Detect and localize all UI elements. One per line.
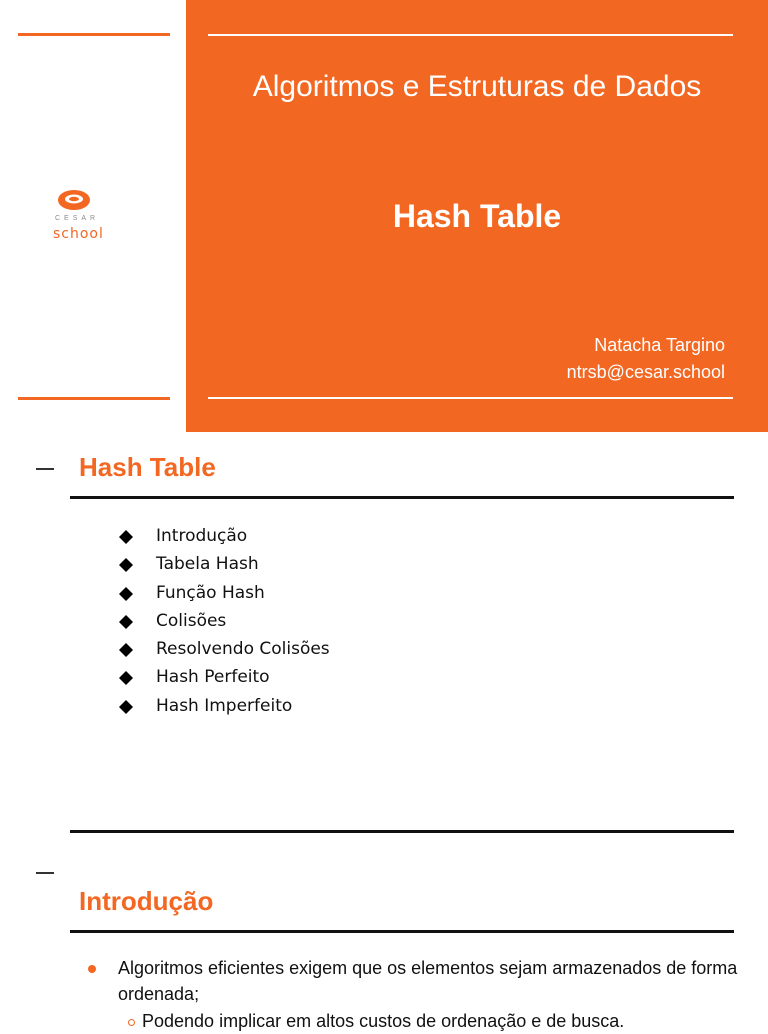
list-item — [118, 579, 330, 607]
intro-slide — [0, 860, 768, 1031]
logo-brand-text: CESAR — [55, 215, 100, 222]
list-item-label: Função Hash — [156, 582, 265, 603]
author-name: Natacha Targino — [594, 335, 725, 355]
topic-list — [118, 522, 330, 720]
slide-bottom-rule — [70, 830, 734, 833]
list-item-label: Resolvendo Colisões — [156, 639, 330, 660]
panel-bottom-divider — [208, 397, 733, 399]
diamond-bullet-icon — [118, 614, 134, 630]
author-block — [567, 332, 725, 386]
sub-item-label: Podendo implicar em altos custos de ordenação e de busca. — [142, 1011, 625, 1031]
panel-top-divider — [208, 34, 733, 36]
list-item-label: Introdução — [156, 526, 248, 546]
summary-title: Hash Table — [79, 452, 216, 482]
diamond-bullet-icon — [118, 642, 134, 658]
title-underline — [70, 496, 734, 499]
list-item-label: Colisões — [156, 610, 227, 631]
intro-bullet-list — [88, 955, 738, 1007]
diamond-bullet-icon — [118, 670, 134, 686]
left-bottom-divider — [18, 397, 170, 400]
summary-slide — [0, 432, 768, 852]
list-item — [118, 692, 330, 720]
intro-title: Introdução — [79, 886, 214, 916]
list-item-label: Hash Imperfeito — [156, 695, 293, 716]
sub-list-item — [88, 1008, 768, 1034]
diamond-bullet-icon — [118, 557, 134, 573]
list-item-label: Algoritmos eficientes exigem que os elementos sejam armazenados de forma ordenada; — [118, 958, 738, 1004]
left-top-divider — [18, 33, 170, 36]
logo-ring-icon — [57, 188, 91, 212]
hollow-bullet-icon — [128, 1019, 135, 1026]
list-item — [118, 635, 330, 663]
title-underline — [70, 930, 734, 933]
diamond-bullet-icon — [118, 699, 134, 715]
list-item — [118, 550, 330, 578]
list-item — [118, 522, 330, 550]
diamond-bullet-icon — [118, 586, 134, 602]
list-item — [88, 955, 738, 1007]
bullet-dot-icon — [88, 965, 96, 973]
title-dash — [36, 872, 54, 874]
list-item-label: Tabela Hash — [156, 554, 259, 575]
diamond-bullet-icon — [118, 529, 134, 545]
title-dash — [36, 468, 54, 470]
logo-school-text: school — [53, 226, 104, 242]
list-item-label: Hash Perfeito — [156, 667, 270, 688]
title-slide — [0, 0, 768, 432]
cesar-school-logo — [50, 184, 130, 254]
author-email: ntrsb@cesar.school — [566, 362, 725, 382]
presentation-title: Hash Table — [392, 198, 562, 234]
title-panel — [186, 0, 768, 432]
course-name: Algoritmos e Estruturas de Dados — [252, 70, 702, 103]
list-item — [118, 663, 330, 691]
list-item — [118, 607, 330, 635]
